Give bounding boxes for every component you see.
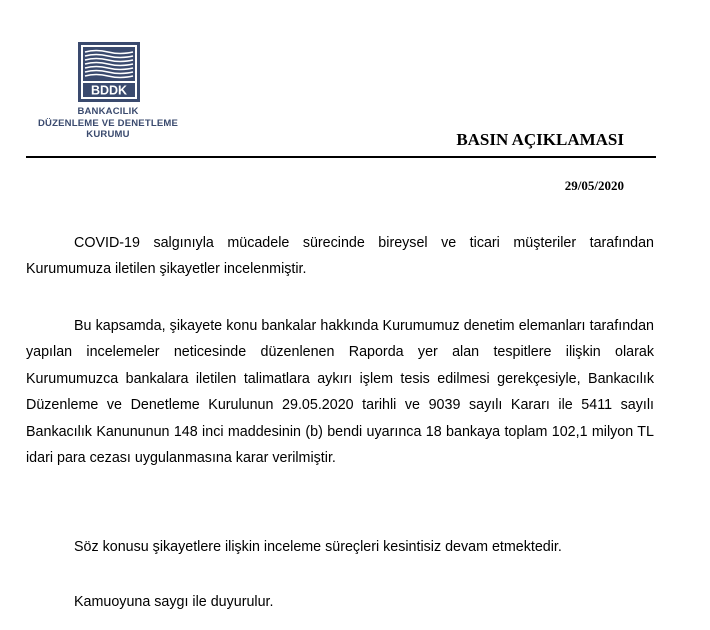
logo-text: BDDK: [90, 83, 128, 98]
paragraph-1: COVID-19 salgınıyla mücadele sürecinde bireysel ve ticari müşteriler tarafından Kurumumuza iletilen şikayetler incelenmiştir.: [26, 235, 654, 278]
paragraph-2: Bu kapsamda, şikayete konu bankalar hakkında Kurumumuz denetim elemanları tarafından yapılan incelemeler neticesinde düzenlenen Raporda yer alan tespitlere ilişkin olarak Kurumumuzca bankalara iletilen talimatlara aykırı işlem tesis edilmesi gerekçesiyle, Bankacılık Düzenleme ve Denetleme Kurulunun 29.05.2020 tarihli ve 9039 sayılı Kararı ile 5411 sayılı Bankacılık Kanununun 148 inci maddesinin (b) bendi uyarınca 18 bankaya toplam 102,1 milyon TL idari para cezası uygulanmasına karar verilmiştir.: [26, 318, 654, 467]
org-name-line-1: BANKACILIK: [77, 106, 139, 117]
press-release-title: BASIN AÇIKLAMASI: [456, 130, 624, 149]
org-name-line-3: KURUMU: [86, 129, 130, 140]
bddk-logo: [78, 42, 140, 102]
release-date: 29/05/2020: [564, 178, 624, 193]
header-divider: [26, 156, 656, 158]
paragraph-4: Kamuoyuna saygı ile duyurulur.: [74, 594, 274, 610]
paragraph-3: Söz konusu şikayetlere ilişkin inceleme süreçleri kesintisiz devam etmektedir.: [74, 539, 562, 555]
org-name-line-2: DÜZENLEME VE DENETLEME: [37, 117, 179, 129]
organization-name: [22, 106, 194, 141]
